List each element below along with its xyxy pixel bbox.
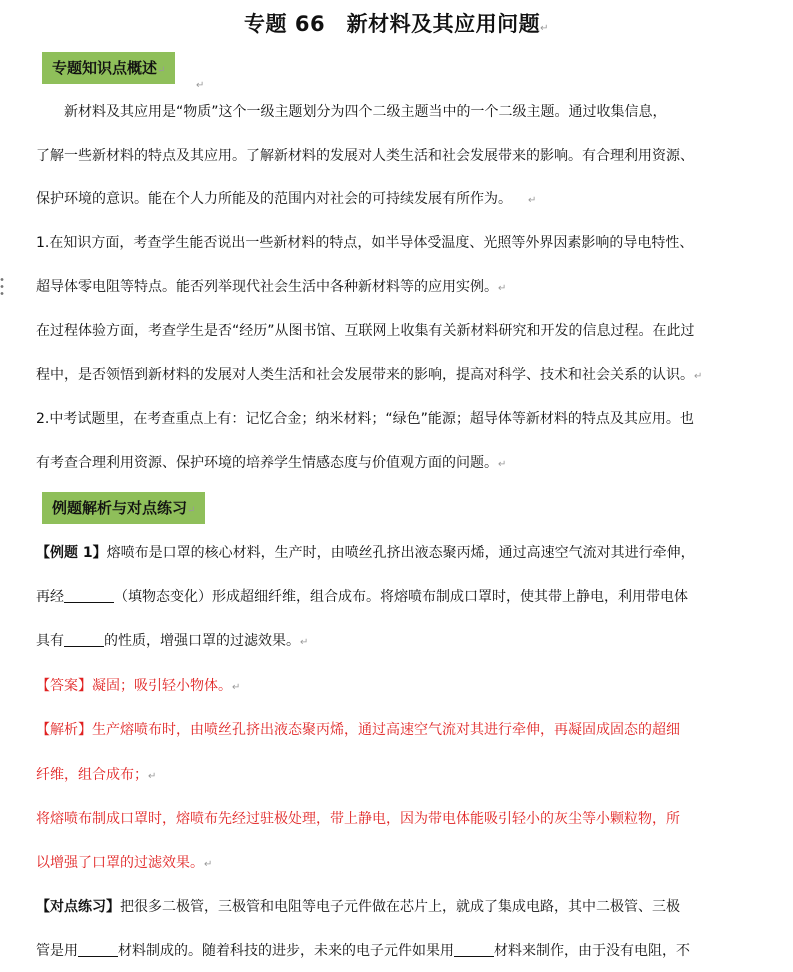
practice-question-cont: 管是用 材料制成的。随着科技的进步，未来的电子元件如果用 材料来制作，由于没有电阻，不 bbox=[36, 943, 690, 959]
overview-paragraph-4-end: 有考查合理利用资源、保护环境的培养学生情感态度与价值观方面的问题。↵ bbox=[36, 455, 507, 471]
overview-paragraph-2: 1.在知识方面，考查学生能否说出一些新材料的特点，如半导体受温度、光照等外界因素影响的导电特性、 bbox=[36, 235, 694, 251]
answer-blank bbox=[64, 632, 104, 647]
overview-paragraph-3: 在过程体验方面，考查学生是否“经历”从图书馆、互联网上收集有关新材料研究和开发的信息过程。在此过 bbox=[36, 323, 695, 339]
answer-blank bbox=[78, 942, 118, 957]
example-1-question-cont: 再经 （填物态变化）形成超细纤维，组合成布。将熔喷布制成口罩时，使其带上静电，利用带电体 bbox=[36, 589, 688, 605]
example-1-answer: 【答案】凝固；吸引轻小物体。↵ bbox=[36, 678, 241, 694]
example-1-analysis-2-end: 以增强了口罩的过滤效果。↵ bbox=[36, 855, 213, 871]
paragraph-mark: ↵ bbox=[196, 80, 205, 91]
section-heading-examples: 例题解析与对点练习↵ bbox=[42, 492, 205, 524]
practice-question: 【对点练习】把很多二极管，三极管和电阻等电子元件做在芯片上，就成了集成电路，其中二极管、三极 bbox=[36, 899, 680, 915]
example-1-analysis-2: 将熔喷布制成口罩时，熔喷布先经过驻极处理，带上静电，因为带电体能吸引轻小的灰尘等小颗粒物，所 bbox=[36, 811, 680, 827]
overview-paragraph-1-cont: 了解一些新材料的特点及其应用。了解新材料的发展对人类生活和社会发展带来的影响。有合理利用资源、 bbox=[36, 148, 694, 164]
overview-paragraph-4: 2.中考试题里，在考查重点上有：记忆合金；纳米材料；“绿色”能源；超导体等新材料的特点及其应用。也 bbox=[36, 411, 694, 427]
example-1-question-end: 具有 的性质，增强口罩的过滤效果。↵ bbox=[36, 633, 309, 649]
example-1-question: 【例题 1】熔喷布是口罩的核心材料，生产时，由喷丝孔挤出液态聚丙烯，通过高速空气流对其进行牵伸， bbox=[36, 545, 695, 561]
example-1-analysis-cont: 纤维，组合成布；↵ bbox=[36, 767, 157, 783]
overview-paragraph-1: 新材料及其应用是“物质”这个一级主题划分为四个二级主题当中的一个二级主题。通过收集信息， bbox=[64, 104, 667, 120]
overview-paragraph-2-end: 超导体零电阻等特点。能否列举现代社会生活中各种新材料等的应用实例。↵ bbox=[36, 279, 507, 295]
overview-paragraph-3-end: 程中，是否领悟到新材料的发展对人类生活和社会发展带来的影响，提高对科学、技术和社会关系的认识。↵ bbox=[36, 367, 703, 383]
drag-handle-icon[interactable] bbox=[0, 276, 4, 298]
example-1-analysis: 【解析】生产熔喷布时，由喷丝孔挤出液态聚丙烯，通过高速空气流对其进行牵伸，再凝固成固态的超细 bbox=[36, 722, 680, 738]
section-heading-overview: 专题知识点概述↵ bbox=[42, 52, 175, 84]
page-title: 专题 66 新材料及其应用问题↵ bbox=[244, 12, 549, 36]
overview-paragraph-1-end: 保护环境的意识。能在个人力所能及的范围内对社会的可持续发展有所作为。 ↵ bbox=[36, 191, 537, 207]
answer-blank bbox=[64, 588, 114, 603]
answer-blank bbox=[454, 942, 494, 957]
